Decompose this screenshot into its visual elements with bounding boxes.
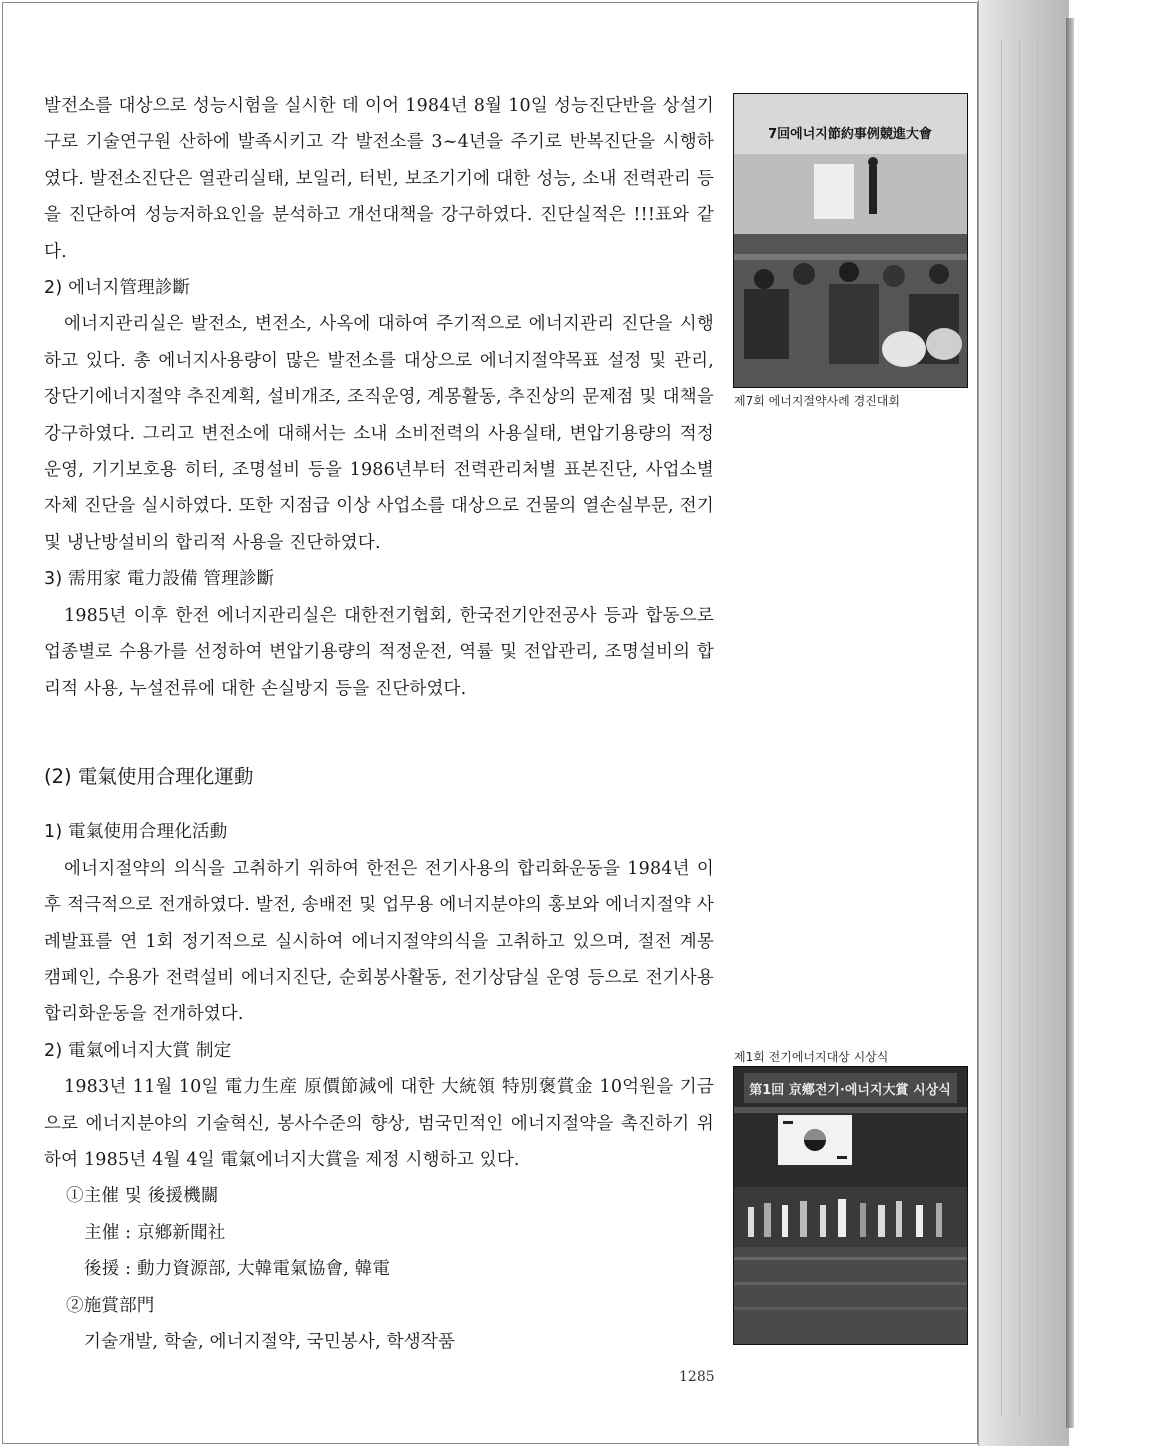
list-item-sponsors: 後援 : 動力資源部, 大韓電氣協會, 韓電 bbox=[84, 1259, 391, 1280]
contest-banner-text: 7回에너지節約事例競進大會 bbox=[768, 127, 932, 142]
energy-award-paragraph: 1983년 11월 10일 電力生産 原價節減에 대한 大統領 特別褒賞金 10억원을 기금으로 에너지분야의 기술혁신, 봉사수준의 향상, 범국민적인 에너지절약을 촉진하기 위하여 1985년 4월 4일 電氣에너지大賞을 제정 시행하고 있다. bbox=[44, 1077, 714, 1171]
heading-energy-management-diagnosis: 2) 에너지管理診斷 bbox=[44, 278, 191, 299]
photo-energy-award-ceremony bbox=[733, 1066, 968, 1345]
ceremony-photo-illustration bbox=[734, 1067, 967, 1344]
intro-paragraph: 발전소를 대상으로 성능시험을 실시한 데 이어 1984년 8월 10일 성능진단반을 상설기구로 기술연구원 산하에 발족시키고 각 발전소를 3~4년을 주기로 반복진단을 시행하였다. 발전소진단은 열관리실태, 보일러, 터빈, 보조기기에 대한 성능, 소내 전력관리 등을 진단하여 성능저하요인을 분석하고 개선대책을 강구하였다. 진단실적은 !!!표와 같다. bbox=[44, 96, 714, 262]
main-text-column bbox=[44, 88, 714, 1361]
book-page-edge bbox=[978, 0, 1069, 1446]
list-item-award-categories: 기술개발, 학술, 에너지절약, 국민봉사, 학생작품 bbox=[84, 1332, 456, 1353]
heading-rationalization-activity: 1) 電氣使用合理化活動 bbox=[44, 822, 228, 843]
caption-energy-saving-contest: 제7회 에너지절약사례 경진대회 bbox=[734, 394, 900, 408]
section-title-rationalization: (2) 電氣使用合理化運動 bbox=[44, 764, 254, 788]
photo-energy-saving-contest bbox=[733, 93, 968, 388]
page-number: 1285 bbox=[679, 1369, 715, 1385]
consumer-diagnosis-paragraph: 1985년 이후 한전 에너지관리실은 대한전기협회, 한국전기안전공사 등과 합동으로 업종별로 수용가를 선정하여 변압기용량의 적정운전, 역률 및 전압관리, 조명설비의 합리적 사용, 누설전류에 대한 손실방지 등을 진단하였다. bbox=[44, 605, 714, 699]
list-item-organizers: ①主催 및 後援機關 bbox=[66, 1186, 219, 1207]
contest-photo-illustration bbox=[734, 94, 967, 387]
ceremony-banner-text: 第1回 京鄕전기·에너지大賞 시상식 bbox=[749, 1083, 951, 1098]
list-item-award-categories-heading: ②施賞部門 bbox=[66, 1295, 155, 1316]
page-shadow bbox=[1066, 18, 1074, 1428]
caption-energy-award-ceremony: 제1회 전기에너지대상 시상식 bbox=[734, 1050, 889, 1064]
heading-consumer-diagnosis: 3) 需用家 電力設備 管理診斷 bbox=[44, 569, 275, 590]
rationalization-paragraph: 에너지절약의 의식을 고취하기 위하여 한전은 전기사용의 합리화운동을 1984년 이후 적극적으로 전개하였다. 발전, 송배전 및 업무용 에너지분야의 홍보와 에너지절약 사례발표를 연 1회 정기적으로 실시하여 에너지절약의식을 고취하고 있으며, 절전 계몽 캠페인, 수용가 전력설비 에너지진단, 순회봉사활동, 전기상담실 운영 등으로 전기사용 합리화운동을 전개하였다. bbox=[44, 858, 714, 1025]
energy-management-paragraph: 에너지관리실은 발전소, 변전소, 사옥에 대하여 주기적으로 에너지관리 진단을 시행하고 있다. 총 에너지사용량이 많은 발전소를 대상으로 에너지절약목표 설정 및 관리, 장단기에너지절약 추진계획, 설비개조, 조직운영, 계몽활동, 추진상의 문제점 및 대책을 강구하였다. 그리고 변전소에 대해서는 소내 소비전력의 사용실태, 변압기용량의 적정운영, 기기보호용 히터, 조명설비 등을 1986년부터 전력관리처별 표본진단, 사업소별 자체 진단을 실시하였다. 또한 지점급 이상 사업소를 대상으로 건물의 열손실부문, 전기 및 냉난방설비의 합리적 사용을 진단하였다. bbox=[44, 314, 714, 553]
list-item-host: 主催 : 京鄕新聞社 bbox=[84, 1222, 226, 1243]
document-page bbox=[2, 2, 978, 1444]
heading-energy-award: 2) 電氣에너지大賞 制定 bbox=[44, 1040, 232, 1061]
